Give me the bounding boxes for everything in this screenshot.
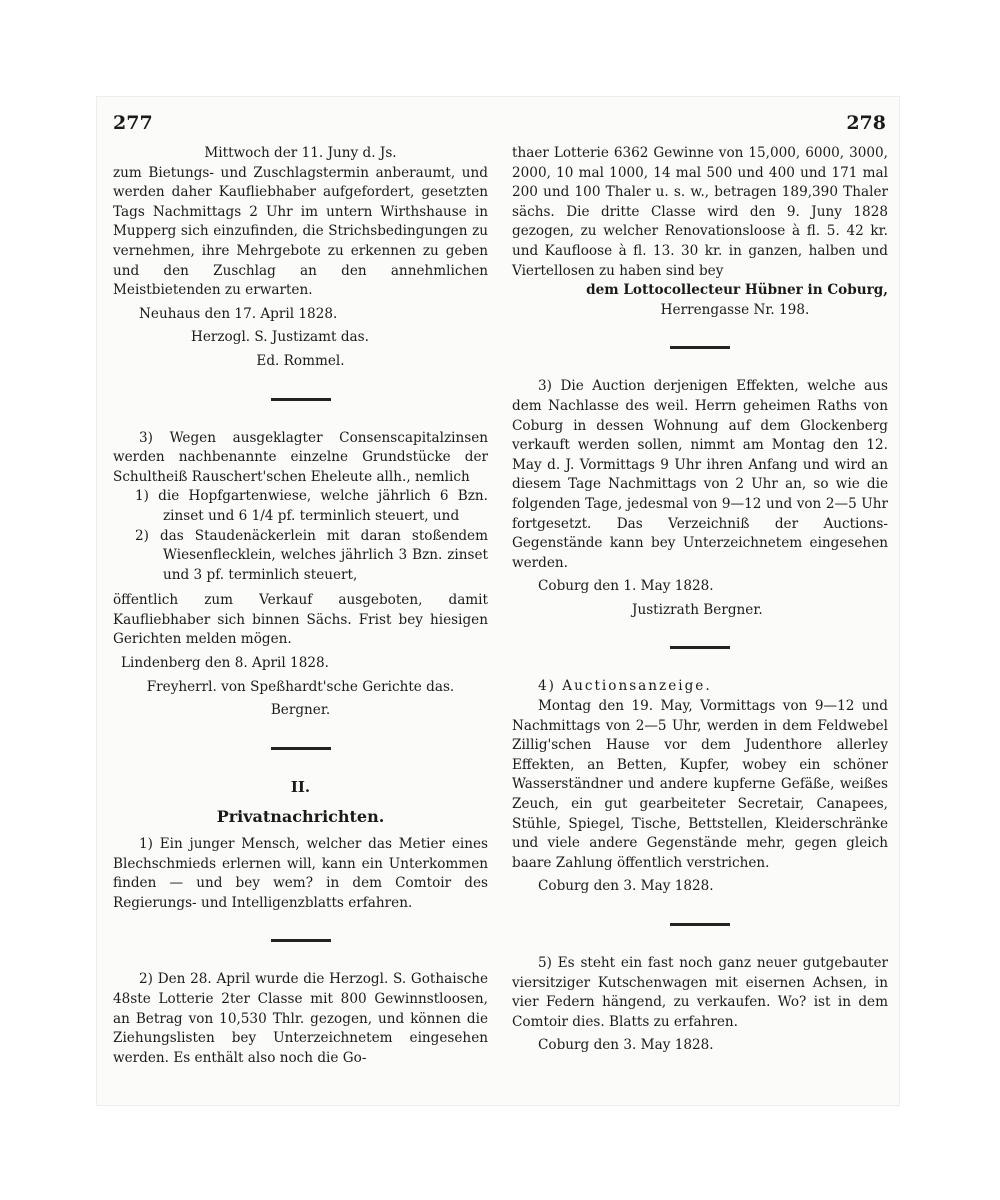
newspaper-page-spread [96,96,900,1106]
private-notice-4: Montag den 19. May, Vormittags von 9—12 und Nachmittags von 2—5 Uhr, werden in dem Feldwebel Zillig'schen Hause vor dem Judenthore allerley Effekten, an Betten, Kupfer, wobey ein schöner Wasserständner und andere kupferne Gefäße, weißes Zeuch, ein gut gearbeiteter Secretair, Canapees, Stühle, Spiegel, Tische, Bettstellen, Kleiderschränke und viele andere Gegenstände mehr, gegen gleich baare Zahlung öffentlich verstrichen. [512,698,888,871]
notice-2-authority: Herzogl. S. Justizamt das. [191,329,369,346]
private-notice-1: 1) Ein junger Mensch, welcher das Metier eines Blechschmieds erlernen will, kann ein Unterkommen finden — und bey wem? in dem Comtoir des Regierungs- und Intelligenzblatts erfahren. [113,836,488,911]
lottery-collector-signature: dem Lottocollecteur Hübner in Coburg, [586,282,888,299]
page-number-left: 277 [113,112,153,134]
lottery-collector-address: Herrengasse Nr. 198. [660,301,810,318]
notice-3-item-2: 2) das Staudenäckerlein mit daran stoßendem Wiesenflecklein, welches jährlich 3 Bzn. zinset und 3 pf. terminlich steuert, [135,527,488,583]
private-notice-5: 5) Es steht ein fast noch ganz neuer gutgebauter viersitziger Kutschenwagen mit eisernen Achsen, in vier Federn hängend, zu verkaufen. Wo? ist in dem Comtoir dies. Blatts zu erfahren. [512,955,888,1030]
right-column [512,144,888,1056]
continued-date-line: Mittwoch der 11. Juny d. Js. [204,145,397,161]
notice-p4-place-date: Coburg den 3. May 1828. [538,878,714,895]
notice-3-intro: 3) Wegen ausgeklagter Consenscapitalzinsen werden nachbenannte einzelne Grundstücke der Schultheiß Rauschert'schen Eheleute allh., nemlich [113,429,488,485]
separator-rule [271,398,331,401]
notice-2-body: zum Bietungs- und Zuschlagstermin anberaumt, und werden daher Kaufliebhaber aufgefordert, gesetzten Tags Nachmittags 2 Uhr im untern Wirthshause in Mupperg sich einzufinden, die Strichsbedingungen zu vernehmen, ihre Mehrgebote zu erkennen zu geben und den Zuschlag an den annehmlichen Meistbietenden zu erwarten. [113,164,488,299]
separator-rule [271,939,331,942]
notice-p3-place-date: Coburg den 1. May 1828. [538,578,714,595]
private-notice-2: 2) Den 28. April wurde die Herzogl. S. Gothaische 48ste Lotterie 2ter Classe mit 800 Gewinnstloosen, an Betrag von 10,530 Thlr. gezogen, und können die Ziehungslisten bey Unterzeichnetem eingesehen werden. Es enthält also noch die Go- [113,971,488,1066]
separator-rule [271,747,331,750]
notice-3-item-1: 1) die Hopfgartenwiese, welche jährlich 6 Bzn. zinset und 6 1/4 pf. terminlich steuert, und [135,488,488,524]
notice-3-conclusion: öffentlich zum Verkauf ausgeboten, damit Kaufliebhaber sich binnen Sächs. Frist bey hiesigen Gerichten melden mögen. [113,592,488,648]
notice-3-place-date: Lindenberg den 8. April 1828. [121,655,329,672]
notice-p3-signature: Justizrath Bergner. [632,601,763,618]
page-number-right: 278 [846,112,886,134]
section-title: Privatnachrichten. [216,807,385,827]
notice-3-signature: Bergner. [270,702,331,719]
separator-rule [670,646,730,649]
section-number: II. [290,777,311,796]
private-notice-4-heading: 4) Auctionsanzeige. [538,678,712,695]
notice-3-authority: Freyherrl. von Speßhardt'sche Gerichte das. [146,678,455,695]
private-notice-2-continued: thaer Lotterie 6362 Gewinne von 15,000, 6000, 3000, 2000, 10 mal 1000, 14 mal 500 und 400 und 171 mal 200 und 100 Thaler u. s. w., betragen 189,390 Thaler sächs. Die dritte Classe wird den 9. Juny 1828 gezogen, zu welcher Renovationsloose à fl. 5. 42 kr. und Kaufloose à fl. 13. 30 kr. in ganzen, halben und Viertellosen zu haben sind bey [512,145,888,279]
notice-2-signature: Ed. Rommel. [256,352,345,369]
notice-p5-place-date: Coburg den 3. May 1828. [538,1037,714,1054]
separator-rule [670,346,730,349]
private-notice-3: 3) Die Auction derjenigen Effekten, welche aus dem Nachlasse des weil. Herrn geheimen Raths von Coburg in dessen Wohnung auf dem Glockenberg verkauft werden sollen, nimmt am Montag den 12. May d. J. Vormittags 9 Uhr ihren Anfang und wird an diesem Tage Nachmittags von 2 Uhr an, so wie die folgenden Tage, jedesmal von 9—12 und von 2—5 Uhr fortgesetzt. Das Verzeichniß der Auctions-Gegenstände kann bey Unterzeichnetem eingesehen werden. [512,378,888,571]
separator-rule [670,923,730,926]
left-column [113,144,488,1068]
notice-2-place-date: Neuhaus den 17. April 1828. [139,305,338,322]
